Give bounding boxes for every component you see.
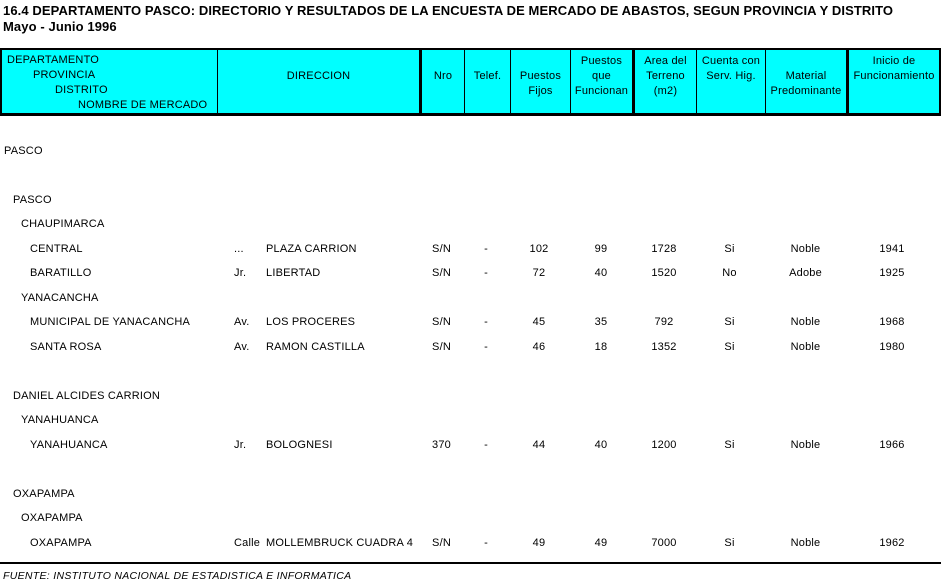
cell-telef: -: [484, 242, 488, 255]
cell-direccion-street: BOLOGNESI: [266, 438, 333, 451]
cell-material: Adobe: [789, 267, 822, 280]
cell-puestos-fijos: 102: [529, 242, 549, 255]
cell-puestos-que-funcionan: 99: [594, 242, 608, 255]
row-market: [0, 237, 941, 262]
row-department: [0, 139, 941, 164]
row-market: [0, 531, 941, 556]
cell-name: OXAPAMPA: [21, 512, 83, 525]
row-district: [0, 408, 941, 433]
cell-material: Noble: [790, 242, 821, 255]
row-market: [0, 433, 941, 458]
table-body: [0, 114, 941, 555]
cell-puestos-que-funcionan: 18: [594, 340, 608, 353]
row-blank: [0, 359, 941, 384]
cell-nro: S/N: [432, 340, 451, 353]
header-puestos-que-funcionan: Puestos que Funcionan: [571, 50, 635, 113]
page-title: 16.4 DEPARTAMENTO PASCO: DIRECTORIO Y RESULTADOS DE LA ENCUESTA DE MERCADO DE ABASTOS, SEGUN PROVINCIA Y DISTRITO: [3, 3, 894, 18]
cell-area-terreno: 792: [654, 316, 674, 329]
cell-name: CENTRAL: [30, 242, 83, 255]
cell-area-terreno: 1200: [651, 438, 677, 451]
header-nro: Nro: [422, 50, 465, 113]
cell-area-terreno: 1352: [651, 340, 677, 353]
cell-nro: S/N: [432, 267, 451, 280]
cell-nro: S/N: [432, 316, 451, 329]
cell-material: Noble: [790, 316, 821, 329]
cell-name: CHAUPIMARCA: [21, 218, 105, 231]
cell-inicio-funcionamiento: 1966: [879, 438, 905, 451]
cell-serv-hig: No: [722, 267, 737, 280]
cell-name: DANIEL ALCIDES CARRION: [13, 389, 161, 402]
cell-inicio-funcionamiento: 1980: [879, 340, 905, 353]
header-puestos-fijos: Puestos Fijos: [511, 50, 571, 113]
cell-inicio-funcionamiento: 1941: [879, 242, 905, 255]
cell-name: OXAPAMPA: [13, 487, 75, 500]
cell-puestos-que-funcionan: 49: [594, 536, 608, 549]
cell-puestos-que-funcionan: 40: [594, 267, 608, 280]
cell-puestos-fijos: 49: [532, 536, 546, 549]
cell-telef: -: [484, 536, 488, 549]
cell-direccion-street: RAMON CASTILLA: [266, 340, 365, 353]
cell-telef: -: [484, 267, 488, 280]
cell-puestos-fijos: 72: [532, 267, 546, 280]
header-line-provincia: PROVINCIA: [33, 69, 96, 81]
cell-name: YANAHUANCA: [21, 414, 99, 427]
cell-direccion-street: PLAZA CARRION: [266, 242, 357, 255]
header-inicio-de-funcionamiento: Inicio de Funcionamiento: [853, 55, 935, 82]
page-subtitle: Mayo - Junio 1996: [3, 19, 117, 34]
cell-serv-hig: Si: [724, 316, 735, 329]
row-blank: [0, 457, 941, 482]
cell-inicio-funcionamiento: 1925: [879, 267, 905, 280]
row-district: [0, 506, 941, 531]
cell-name: YANAHUANCA: [30, 438, 108, 451]
cell-nro: 370: [432, 438, 451, 451]
header-area-del-terreno: Area del Terreno (m2): [635, 50, 697, 113]
title-block: [3, 3, 893, 35]
cell-puestos-fijos: 46: [532, 340, 546, 353]
header-line-nombre-de-mercado: NOMBRE DE MERCADO: [78, 99, 208, 111]
cell-name: PASCO: [4, 144, 43, 157]
cell-name: OXAPAMPA: [30, 536, 92, 549]
cell-serv-hig: Si: [724, 242, 735, 255]
cell-telef: -: [484, 340, 488, 353]
row-blank: [0, 114, 941, 139]
cell-name: BARATILLO: [30, 267, 92, 280]
cell-direccion-prefix: Av.: [234, 340, 250, 353]
cell-puestos-que-funcionan: 35: [594, 316, 608, 329]
cell-puestos-que-funcionan: 40: [594, 438, 608, 451]
row-market: [0, 335, 941, 360]
cell-puestos-fijos: 45: [532, 316, 546, 329]
cell-inicio-funcionamiento: 1962: [879, 536, 905, 549]
row-market: [0, 261, 941, 286]
cell-direccion-street: MOLLEMBRUCK CUADRA 4: [266, 536, 414, 549]
cell-direccion-street: LIBERTAD: [266, 267, 321, 280]
header-departamento: [2, 50, 218, 113]
cell-inicio-funcionamiento: 1968: [879, 316, 905, 329]
cell-name: MUNICIPAL DE YANACANCHA: [30, 316, 191, 329]
cell-name: PASCO: [13, 193, 52, 206]
row-district: [0, 286, 941, 311]
header-line-distrito: DISTRITO: [55, 84, 108, 96]
cell-material: Noble: [790, 438, 821, 451]
header-line-departamento: DEPARTAMENTO: [7, 54, 100, 66]
row-province: [0, 482, 941, 507]
cell-nro: S/N: [432, 536, 451, 549]
cell-direccion-prefix: ...: [234, 242, 244, 255]
header-cuenta-con-serv-hig: Cuenta con Serv. Hig.: [697, 50, 766, 113]
row-blank: [0, 163, 941, 188]
cell-direccion-prefix: Calle: [234, 536, 261, 549]
cell-telef: -: [484, 438, 488, 451]
row-market: [0, 310, 941, 335]
cell-puestos-fijos: 44: [532, 438, 546, 451]
cell-serv-hig: Si: [724, 438, 735, 451]
cell-direccion-prefix: Jr.: [234, 267, 247, 280]
header-direccion: DIRECCION: [218, 50, 422, 113]
row-province: [0, 384, 941, 409]
cell-area-terreno: 7000: [651, 536, 677, 549]
table-bottom-rule: [0, 562, 941, 564]
header-telef: Telef.: [465, 50, 511, 113]
cell-telef: -: [484, 316, 488, 329]
cell-nro: S/N: [432, 242, 451, 255]
cell-area-terreno: 1728: [651, 242, 677, 255]
cell-material: Noble: [790, 340, 821, 353]
source-note: FUENTE: INSTITUTO NACIONAL DE ESTADISTICA E INFORMATICA: [3, 570, 352, 582]
cell-serv-hig: Si: [724, 536, 735, 549]
cell-direccion-street: LOS PROCERES: [266, 316, 356, 329]
row-province: [0, 188, 941, 213]
cell-area-terreno: 1520: [651, 267, 677, 280]
cell-name: YANACANCHA: [21, 291, 99, 304]
table-header: [0, 48, 941, 116]
header-material-predominante: Material Predominante: [766, 50, 849, 113]
cell-direccion-prefix: Jr.: [234, 438, 247, 451]
cell-serv-hig: Si: [724, 340, 735, 353]
cell-name: SANTA ROSA: [30, 340, 102, 353]
cell-direccion-prefix: Av.: [234, 316, 250, 329]
cell-material: Noble: [790, 536, 821, 549]
row-district: [0, 212, 941, 237]
